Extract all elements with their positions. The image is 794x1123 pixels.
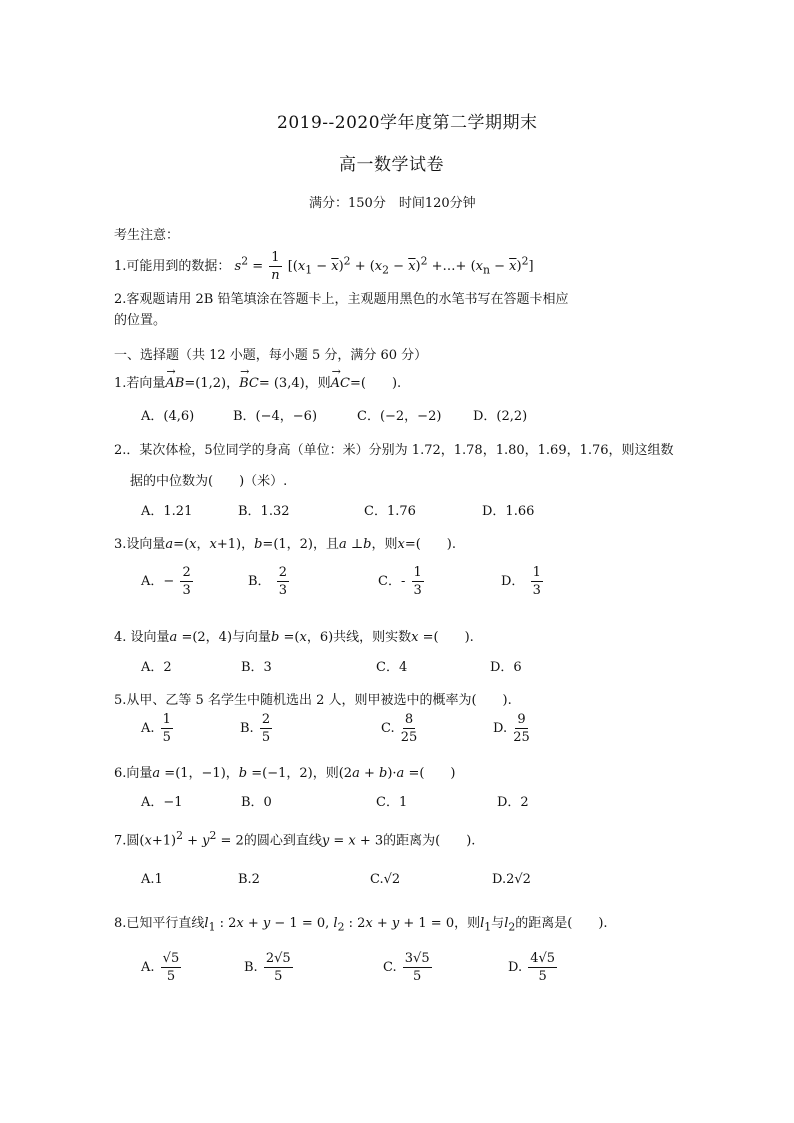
question-8-option-a: A. $\frac{√5}{5}$: [141, 951, 180, 984]
question-1-option-c: C．(−2，−2): [357, 409, 442, 424]
notice-item-1-prefix: 1.可能用到的数据：: [114, 259, 231, 274]
question-2-option-c: C．1.76: [364, 504, 416, 519]
question-3-option-c: C．- $\frac{1}{3}$: [378, 565, 422, 598]
question-4-option-b: B．3: [241, 660, 272, 675]
variance-formula: $s^2$ = $\frac{1}{n}$ [$(x_1 - \overline{x})^2 + (x_2 - \overline{x})^2$ +…+ $(x_n - \overline{x})^2$]: [234, 250, 534, 283]
question-6-option-c: C．1: [376, 795, 408, 810]
notice-item-2-line1: 2.客观题请用 2B 铅笔填涂在答题卡上，主观题用黑色的水笔书写在答题卡相应: [114, 292, 569, 307]
question-5-option-d: D. $\frac{9}{25}$: [493, 712, 530, 745]
notice-item-1: [114, 251, 534, 282]
question-4-option-a: A．2: [141, 660, 172, 675]
question-1-option-d: D．(2,2): [473, 409, 528, 424]
question-5-option-b: B. $\frac{2}{5}$: [240, 712, 271, 745]
question-6-stem: 6.向量a =(1，−1)，b =(−1，2)，则(2a + b)·a =( ): [114, 766, 456, 781]
question-2-stem-line2: 据的中位数为( )（米）.: [130, 474, 288, 489]
question-6-option-a: A．−1: [141, 795, 183, 810]
question-5-option-c: C. $\frac{8}{25}$: [381, 712, 418, 745]
score-time: 满分：150分 时间120分钟: [309, 196, 476, 211]
question-6-option-b: B．0: [241, 795, 272, 810]
question-3-option-a: A．− $\frac{2}{3}$: [141, 565, 191, 598]
question-2-option-a: A．1.21: [141, 504, 193, 519]
question-4-stem: 4. 设向量a =(2，4)与向量b =(x，6)共线，则实数x =( ).: [114, 630, 474, 645]
question-7-option-a: A.1: [141, 872, 163, 887]
question-8-option-b: B. $\frac{2√5}{5}$: [244, 951, 291, 984]
question-6-option-d: D．2: [497, 795, 529, 810]
question-1-stem: 1.若向量→ AB=(1,2)，→ BC= (3,4)，则→ AC=( ).: [114, 372, 401, 391]
question-3-option-d: D． $\frac{1}{3}$: [501, 565, 541, 598]
question-5-stem: 5.从甲、乙等 5 名学生中随机选出 2 人，则甲被选中的概率为( ).: [114, 693, 512, 708]
question-7-option-c: C.√2: [370, 872, 401, 887]
question-8-option-c: C. $\frac{3√5}{5}$: [383, 951, 430, 984]
question-3-option-b: B． $\frac{2}{3}$: [248, 565, 287, 598]
question-2-option-b: B．1.32: [238, 504, 290, 519]
notice-item-2-line2: 的位置。: [114, 313, 167, 328]
question-2-stem-line1: 2.．某次体检，5位同学的身高（单位：米）分别为 1.72，1.78，1.80，1.69，1.76，则这组数: [114, 443, 674, 458]
exam-subtitle: 高一数学试卷: [339, 155, 444, 175]
question-2-option-d: D．1.66: [482, 504, 535, 519]
question-1-option-b: B．(−4，−6): [233, 409, 318, 424]
question-8-stem: 8.已知平行直线$l_1$ : 2x + y − 1 = 0, $l_2$ : 2x + y + 1 = 0，则$l_1$与$l_2$的距离是( ).: [114, 916, 608, 934]
question-4-option-d: D．6: [490, 660, 522, 675]
section-heading: 一、选择题（共 12 小题，每小题 5 分，满分 60 分）: [114, 348, 428, 363]
exam-title: 2019--2020学年度第二学期期末: [277, 113, 538, 133]
question-7-option-b: B.2: [238, 872, 260, 887]
question-1-option-a: A．(4,6): [141, 409, 195, 424]
notice-heading: 考生注意：: [114, 228, 180, 243]
question-3-stem: 3.设向量a=(x，x+1)，b=(1，2)，且a ⊥b，则x=( ).: [114, 537, 456, 552]
question-5-option-a: A. $\frac{1}{5}$: [141, 712, 171, 745]
question-4-option-c: C．4: [376, 660, 408, 675]
question-8-option-d: D. $\frac{4√5}{5}$: [508, 951, 556, 984]
question-7-option-d: D.2√2: [492, 872, 531, 887]
question-7-stem: 7.圆$(x+1)^2 + y^2 = 2$的圆心到直线y = x + 3的距离为( ).: [114, 829, 476, 849]
